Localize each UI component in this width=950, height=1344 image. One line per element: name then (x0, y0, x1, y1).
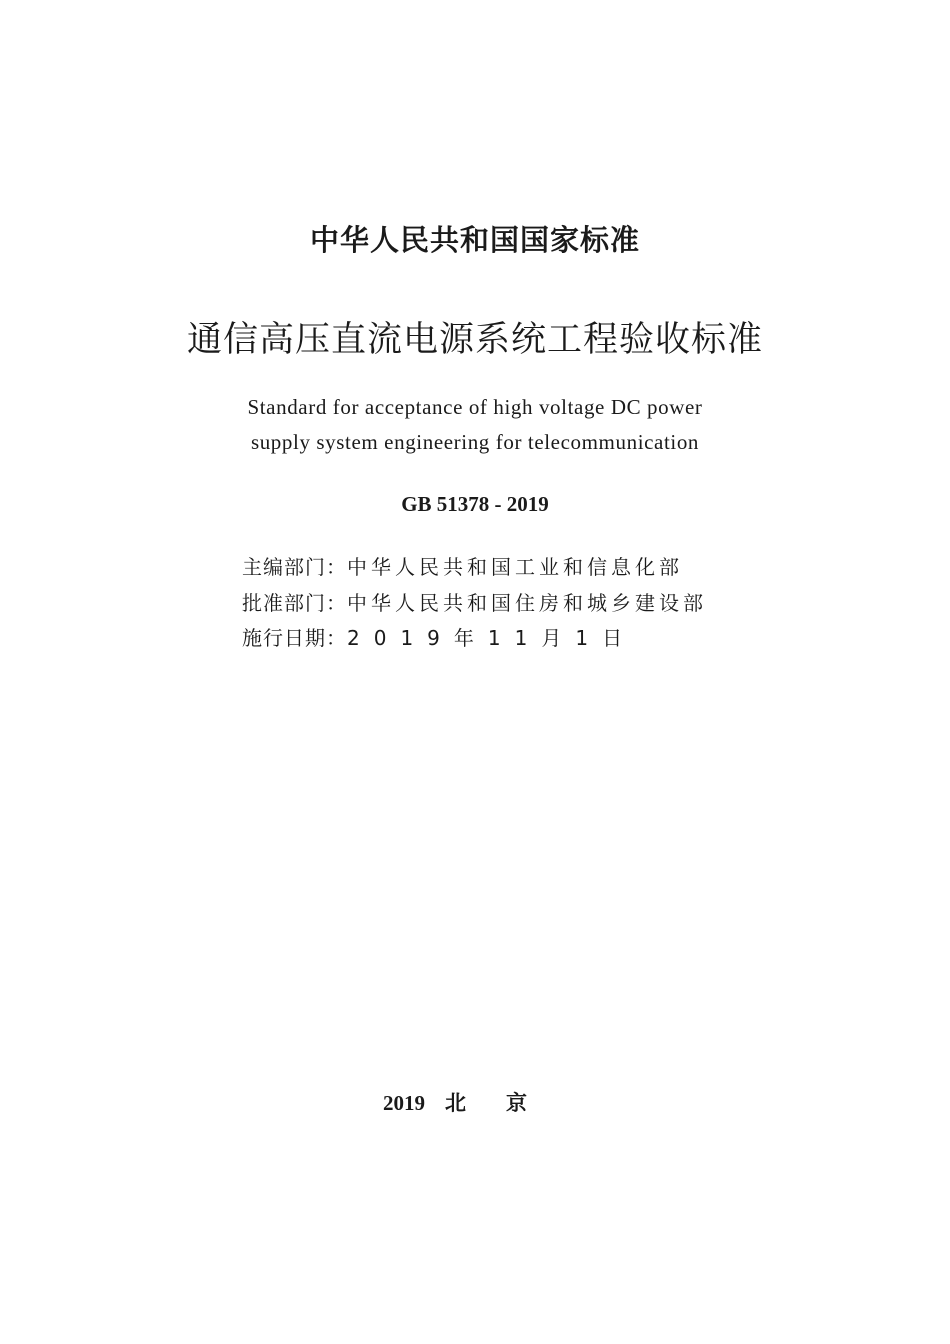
effective-date-value: 2019年11月1日 (347, 626, 637, 650)
standard-code: GB 51378 - 2019 (401, 492, 549, 516)
effective-date-label: 施行日期： (242, 626, 347, 650)
editor-department-value: 中华人民共和国工业和信息化部 (347, 555, 683, 579)
publisher-line (0, 1088, 950, 1118)
approver-department-row (242, 589, 722, 617)
approver-department-label: 批准部门： (242, 591, 347, 615)
title-chinese: 通信高压直流电源系统工程验收标准 (186, 320, 763, 360)
publish-city: 北京 (445, 1091, 567, 1115)
publish-year: 2019 (383, 1091, 425, 1115)
editor-department-row (242, 553, 722, 581)
standard-category: 中华人民共和国国家标准 (309, 223, 640, 257)
title-english-line-1: Standard for acceptance of high voltage DC power (247, 395, 703, 419)
editor-department-label: 主编部门： (242, 555, 347, 579)
title-english-line-2: supply system engineering for telecommunication (250, 430, 700, 454)
approver-department-value: 中华人民共和国住房和城乡建设部 (347, 591, 707, 615)
effective-date-row (242, 624, 722, 652)
